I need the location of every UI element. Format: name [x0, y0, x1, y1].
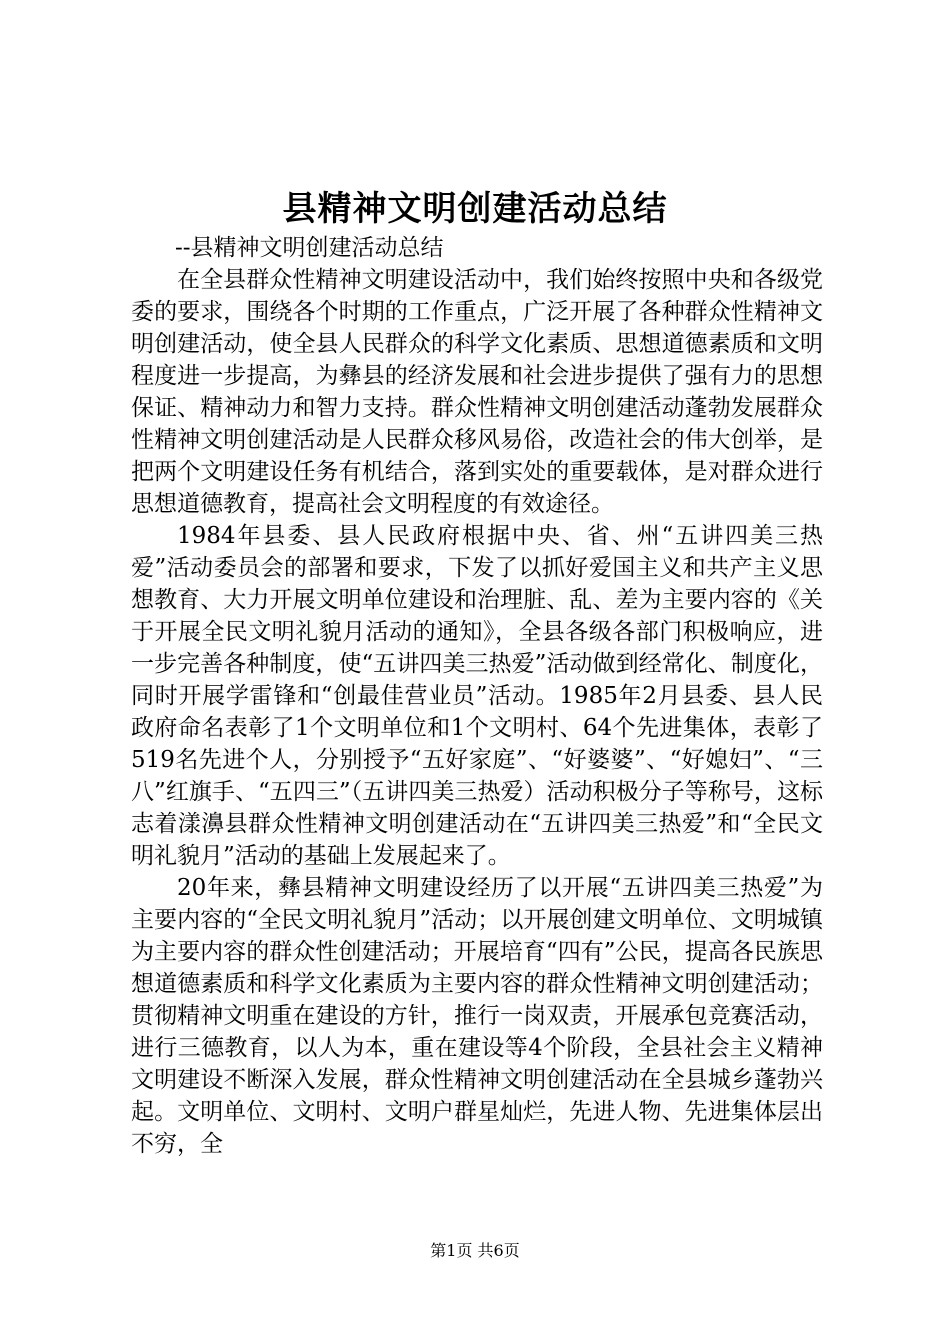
document-subtitle: --县精神文明创建活动总结 [175, 235, 444, 261]
body-paragraph: 1984年县委、县人民政府根据中央、省、州“五讲四美三热爱”活动委员会的部署和要求，下发了以抓好爱国主义和共产主义思想教育、大力开展文明单位建设和治理脏、乱、差为主要内容的《关于开展全民文明礼貌月活动的通知》，全县各级各部门积极响应，进一步完善各种制度，使“五讲四美三热爱”活动做到经常化、制度化，同时开展学雷锋和“创最佳营业员”活动。1985年2月县委、县人民政府命名表彰了1个文明单位和1个文明村、64个先进集体，表彰了519名先进个人，分别授予“五好家庭”、“好婆婆”、“好媳妇”、“三八”红旗手、“五四三”（五讲四美三热爱）活动积极分子等称号，这标志着漾濞县群众性精神文明创建活动在“五讲四美三热爱”和“全民文明礼貌月”活动的基础上发展起来了。 [131, 523, 823, 869]
body-paragraph: 在全县群众性精神文明建设活动中，我们始终按照中央和各级党委的要求，围绕各个时期的工作重点，广泛开展了各种群众性精神文明创建活动，使全县人民群众的科学文化素质、思想道德素质和文明程度进一步提高，为彝县的经济发展和社会进步提供了强有力的思想保证、精神动力和智力支持。群众性精神文明创建活动蓬勃发展群众性精神文明创建活动是人民群众移风易俗，改造社会的伟大创举，是把两个文明建设任务有机结合，落到实处的重要载体，是对群众进行思想道德教育，提高社会文明程度的有效途径。 [131, 267, 823, 517]
document-body [131, 232, 823, 1160]
body-paragraph: 20年来，彝县精神文明建设经历了以开展“五讲四美三热爱”为主要内容的“全民文明礼貌月”活动；以开展创建文明单位、文明城镇为主要内容的群众性创建活动；开展培育“四有”公民，提高各民族思想道德素质和科学文化素质为主要内容的群众性精神文明创建活动；贯彻精神文明重在建设的方针，推行一岗双责，开展承包竞赛活动，进行三德教育，以人为本，重在建设等4个阶段，全县社会主义精神文明建设不断深入发展，群众性精神文明创建活动在全县城乡蓬勃兴起。文明单位、文明村、文明户群星灿烂，先进人物、先进集体层出不穷，全 [131, 875, 823, 1157]
page-footer: 第1页 共6页 [430, 1241, 520, 1260]
page-title: 县精神文明创建活动总结 [282, 189, 668, 229]
